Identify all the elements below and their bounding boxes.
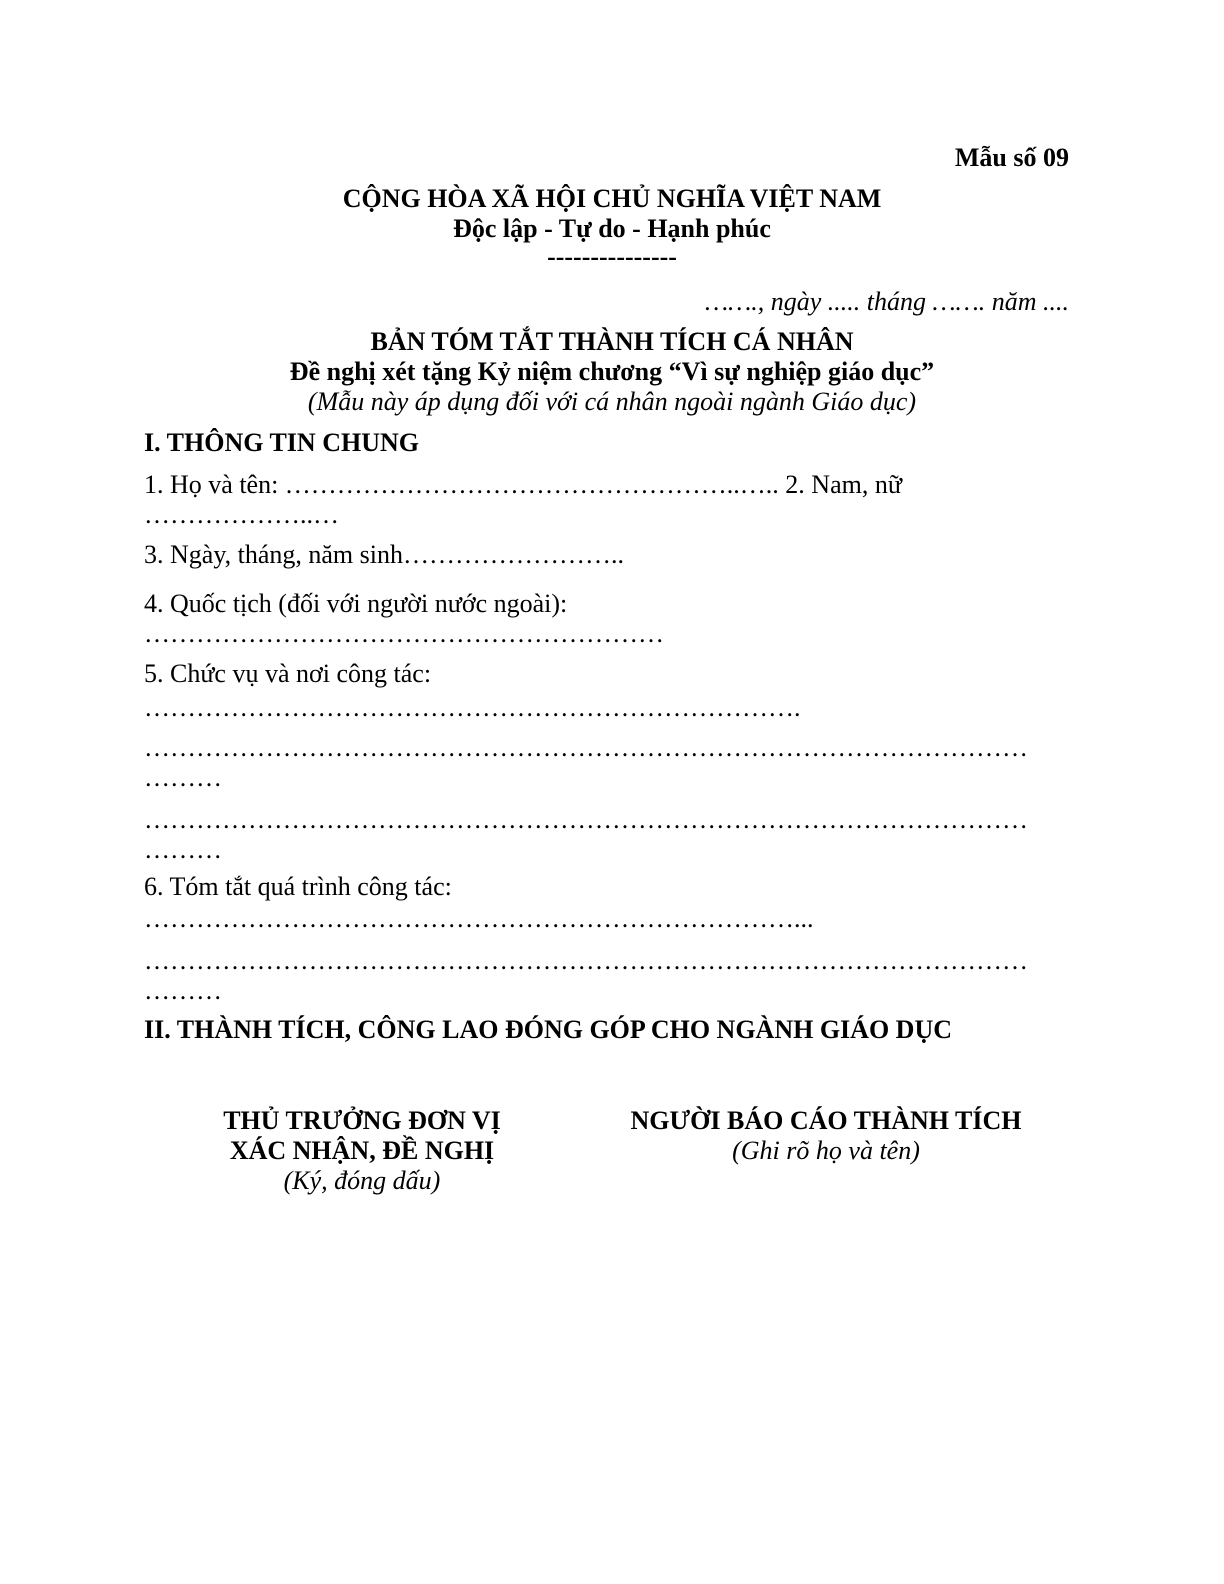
field-full-name: 1. Họ và tên: ……………………………………………..….. 2. Nam, nữ — [144, 470, 902, 499]
header-divider: --------------- — [547, 242, 677, 271]
field-position-dots-3: ………………………………………………………………………………………… — [144, 805, 1028, 834]
field-work-history-dots-2: ………………………………………………………………………………………… — [144, 946, 1028, 975]
field-nationality-dots: …………………………………………………… — [144, 619, 664, 648]
field-birth-date: 3. Ngày, tháng, năm sinh…………………….. — [144, 540, 624, 569]
document-note: (Mẫu này áp dụng đối với cá nhân ngoài ngành Giáo dục) — [307, 387, 917, 416]
field-position-label: 5. Chức vụ và nơi công tác: — [144, 659, 432, 688]
motto: Độc lập - Tự do - Hạnh phúc — [453, 214, 771, 243]
section2-heading: II. THÀNH TÍCH, CÔNG LAO ĐÓNG GÓP CHO NGÀNH GIÁO DỤC — [144, 1015, 953, 1044]
field-position-dots-1: …………………………………………………………………. — [144, 693, 801, 722]
nation-title: CỘNG HÒA XÃ HỘI CHỦ NGHĨA VIỆT NAM — [342, 184, 882, 213]
section1-heading: I. THÔNG TIN CHUNG — [144, 428, 419, 457]
signature-right-note: (Ghi rõ họ và tên) — [732, 1136, 920, 1165]
document-title: BẢN TÓM TẮT THÀNH TÍCH CÁ NHÂN — [370, 327, 854, 356]
date-line: ……., ngày ..... tháng ……. năm .... — [704, 287, 1069, 316]
field-work-history-dots-1: …………………………………………………………………... — [144, 904, 814, 933]
field-position-dots-2-cont: ……… — [144, 763, 222, 792]
field-work-history-dots-2-cont: ……… — [144, 976, 222, 1005]
signature-left-title-2: XÁC NHẬN, ĐỀ NGHỊ — [229, 1136, 495, 1165]
signature-left-title-1: THỦ TRƯỞNG ĐƠN VỊ — [223, 1106, 501, 1135]
document-subtitle: Đề nghị xét tặng Kỷ niệm chương “Vì sự nghiệp giáo dục” — [289, 357, 935, 386]
signature-right-title: NGƯỜI BÁO CÁO THÀNH TÍCH — [630, 1106, 1022, 1135]
field-gender-dots: ………………..… — [144, 500, 339, 529]
signature-left-note: (Ký, đóng dấu) — [283, 1166, 441, 1195]
form-code: Mẫu số 09 — [954, 143, 1069, 172]
field-nationality-label: 4. Quốc tịch (đối với người nước ngoài): — [144, 589, 568, 618]
field-position-dots-3-cont: ……… — [144, 835, 222, 864]
field-position-dots-2: ………………………………………………………………………………………… — [144, 733, 1028, 762]
field-work-history-label: 6. Tóm tắt quá trình công tác: — [144, 872, 452, 901]
